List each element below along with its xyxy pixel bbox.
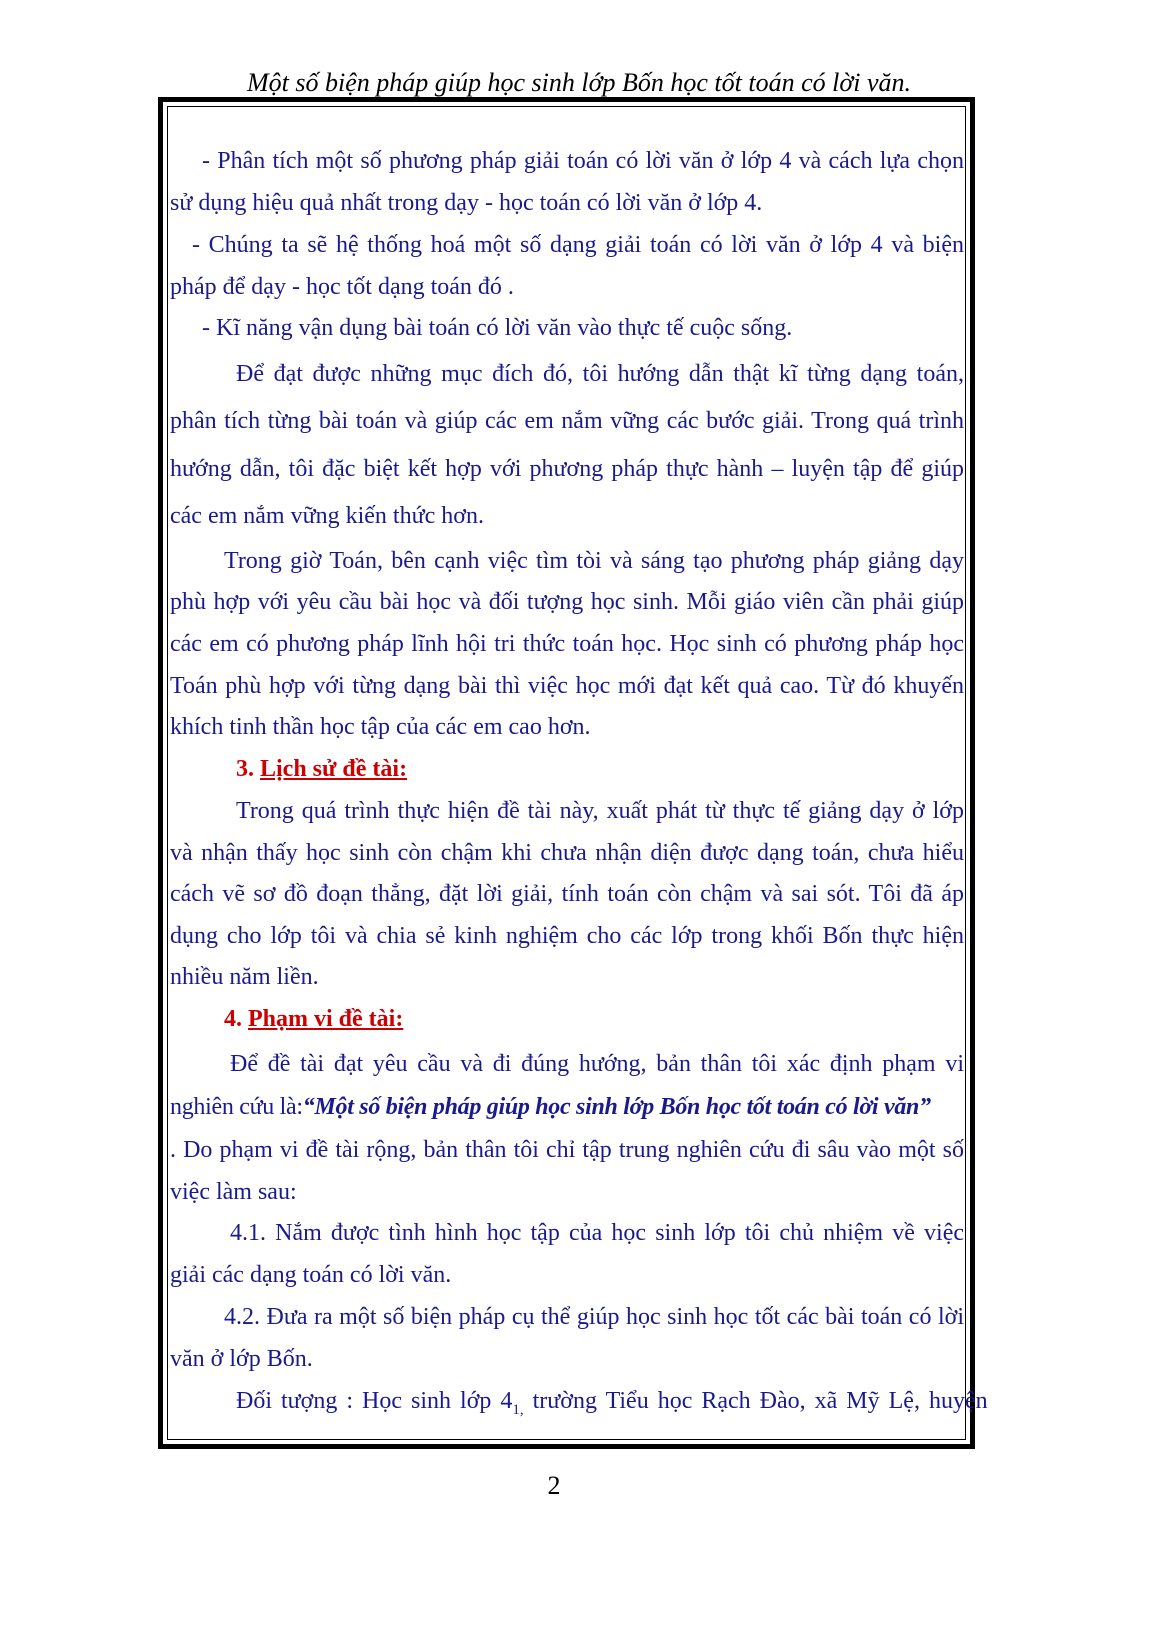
body-line: Để đạt được những mục đích đó, tôi hướng dẫn thật kĩ từng dạng toán, <box>236 361 964 387</box>
body-line: pháp để dạy - học tốt dạng toán đó . <box>170 274 514 300</box>
body-line: - Phân tích một số phương pháp giải toán có lời văn ở lớp 4 và cách lựa chọn <box>202 148 964 174</box>
page-number: 2 <box>547 1471 561 1500</box>
body-line: sử dụng hiệu quả nhất trong dạy - học toán có lời văn ở lớp 4. <box>170 190 763 216</box>
body-text: Đối tượng : Học sinh lớp 4 <box>236 1388 513 1414</box>
body-line: . Do phạm vi đề tài rộng, bản thân tôi chỉ tập trung nghiên cứu đi sâu vào một số <box>170 1137 964 1163</box>
body-line: cách vẽ sơ đồ đoạn thẳng, đặt lời giải, tính toán còn chậm và sai sót. Tôi đã áp <box>170 881 964 907</box>
running-header: Một số biện pháp giúp học sinh lớp Bốn học tốt toán có lời văn. <box>247 68 911 97</box>
section-heading-title: Lịch sử đề tài: <box>260 756 408 782</box>
section-heading-number: 3. <box>236 756 254 782</box>
quoted-title: “Một số biện pháp giúp học sinh lớp Bốn học tốt toán có lời văn” <box>302 1094 931 1120</box>
class-subscript: 1, <box>512 1401 524 1418</box>
body-line: hướng dẫn, tôi đặc biệt kết hợp với phương pháp thực hành – luyện tập để giúp <box>170 456 964 482</box>
body-line: 4.1. Nắm được tình hình học tập của học sinh lớp tôi chủ nhiệm về việc <box>230 1220 964 1246</box>
body-line: nhiều năm liền. <box>170 964 319 990</box>
section-heading-3 <box>236 754 1030 784</box>
body-line: Toán phù hợp với từng dạng bài thì việc học mới đạt kết quả cao. Từ đó khuyến <box>170 673 964 699</box>
body-line: văn ở lớp Bốn. <box>170 1346 313 1372</box>
body-line: giải các dạng toán có lời văn. <box>170 1262 452 1288</box>
body-text: trường Tiểu học Rạch Đào, xã Mỹ Lệ, huyện <box>523 1388 988 1414</box>
body-line: dụng cho lớp tôi và chia sẻ kinh nghiệm cho các lớp trong khối Bốn thực hiện <box>170 923 964 949</box>
body-line: Trong quá trình thực hiện đề tài này, xuất phát từ thực tế giảng dạy ở lớp <box>236 798 964 824</box>
body-text: nghiên cứu là: <box>170 1094 303 1120</box>
body-line: khích tinh thần học tập của các em cao hơn. <box>170 714 591 740</box>
section-heading-number: 4. <box>224 1006 242 1032</box>
section-heading-title: Phạm vi đề tài: <box>248 1006 404 1032</box>
body-line: các em nắm vững kiến thức hơn. <box>170 503 484 529</box>
body-line: - Kĩ năng vận dụng bài toán có lời văn vào thực tế cuộc sống. <box>202 315 793 341</box>
body-line: việc làm sau: <box>170 1179 297 1205</box>
body-line: Trong giờ Toán, bên cạnh việc tìm tòi và sáng tạo phương pháp giảng dạy <box>224 548 964 574</box>
body-line: 4.2. Đưa ra một số biện pháp cụ thể giúp học sinh học tốt các bài toán có lời <box>224 1304 964 1330</box>
body-line: phân tích từng bài toán và giúp các em nắm vững các bước giải. Trong quá trình <box>170 408 964 434</box>
body-line: các em có phương pháp lĩnh hội tri thức toán học. Học sinh có phương pháp học <box>170 631 964 657</box>
body-line: và nhận thấy học sinh còn chậm khi chưa nhận diện được dạng toán, chưa hiểu <box>170 840 964 866</box>
body-line: Để đề tài đạt yêu cầu và đi đúng hướng, bản thân tôi xác định phạm vi <box>230 1051 964 1077</box>
section-heading-4 <box>224 1004 1018 1034</box>
body-line: - Chúng ta sẽ hệ thống hoá một số dạng giải toán có lời văn ở lớp 4 và biện <box>192 232 964 258</box>
body-line: phù hợp với yêu cầu bài học và đối tượng học sinh. Mỗi giáo viên cần phải giúp <box>170 589 964 615</box>
body-line-with-quote <box>170 1092 964 1122</box>
body-line-subject <box>236 1386 1030 1425</box>
